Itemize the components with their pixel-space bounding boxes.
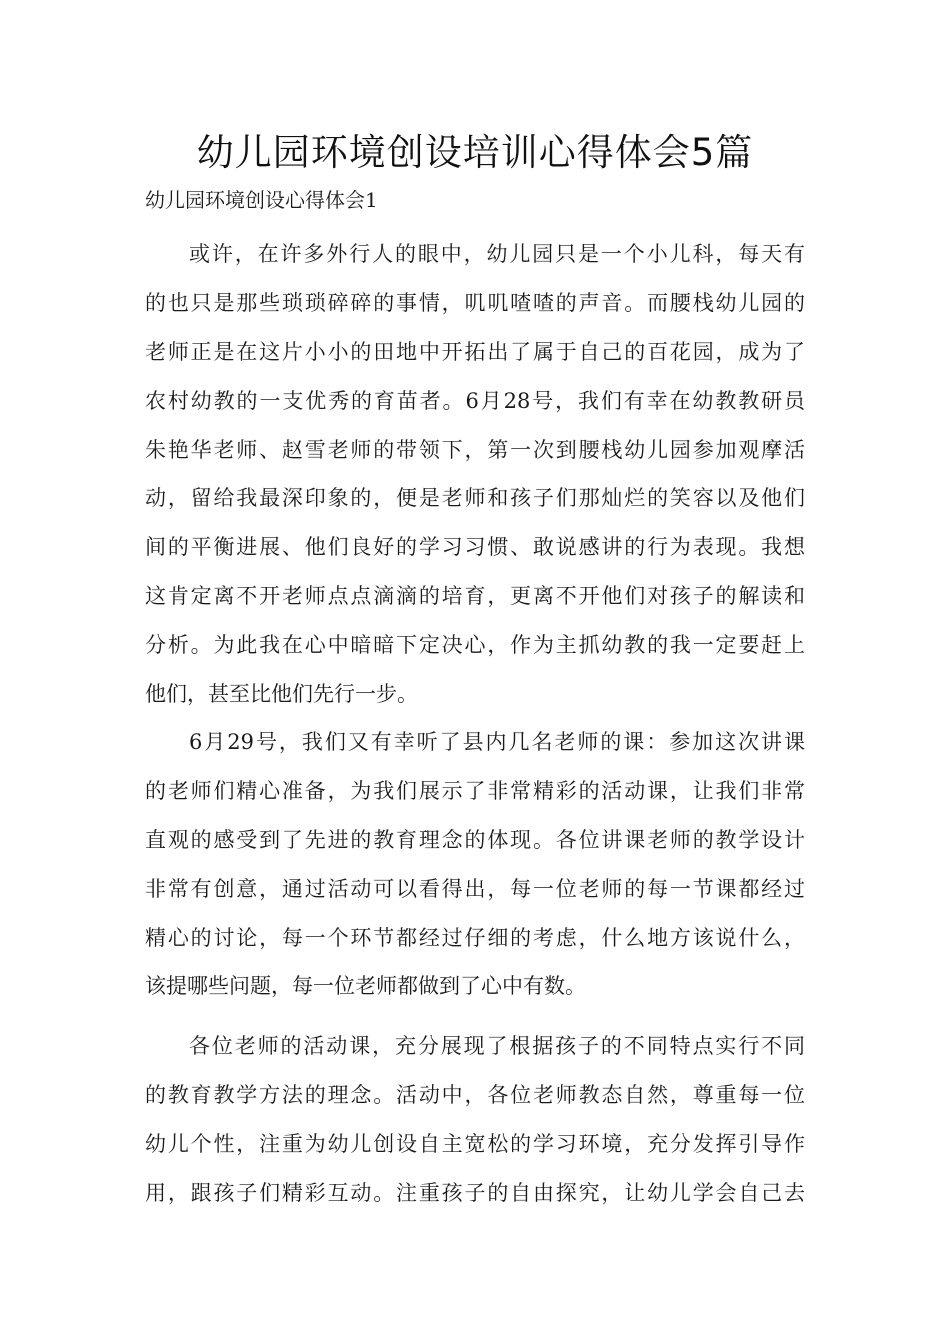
paragraph-line: 这肯定离不开老师点点滴滴的培育，更离不开他们对孩子的解读和 [145,584,805,609]
paragraph-line: 朱艳华老师、赵雪老师的带领下，第一次到腰栈幼儿园参加观摩活 [145,437,805,462]
paragraph-2 [145,718,805,1011]
paragraph-line: 用，跟孩子们精彩互动。注重孩子的自由探究，让幼儿学会自己去 [145,1180,805,1205]
paragraph-line: 该提哪些问题，每一位老师都做到了心中有数。 [145,974,586,999]
paragraph-line: 老师正是在这片小小的田地中开拓出了属于自己的百花园，成为了 [145,339,805,364]
paragraph-line: 6月29号，我们又有幸听了县内几名老师的课：参加这次讲课 [189,730,805,754]
paragraph-line: 他们，甚至比他们先行一步。 [145,682,418,707]
paragraph-line: 各位老师的活动课，充分展现了根据孩子的不同特点实行不同 [189,1034,805,1058]
paragraph-line: 幼儿个性，注重为幼儿创设自主宽松的学习环境，充分发挥引导作 [145,1131,805,1156]
paragraph-line: 的也只是那些琐琐碎碎的事情，叽叽喳喳的声音。而腰栈幼儿园的 [145,290,805,315]
paragraph-line: 的教育教学方法的理念。活动中，各位老师教态自然，尊重每一位 [145,1082,805,1107]
paragraph-line: 动，留给我最深印象的，便是老师和孩子们那灿烂的笑容以及他们 [145,486,805,511]
paragraph-line: 分析。为此我在心中暗暗下定决心，作为主抓幼教的我一定要赶上 [145,633,805,658]
paragraph-line: 或许，在许多外行人的眼中，幼儿园只是一个小儿科，每天有 [189,242,805,266]
paragraph-line: 直观的感受到了先进的教育理念的体现。各位讲课老师的教学设计 [145,827,805,852]
paragraph-line: 的老师们精心准备，为我们展示了非常精彩的活动课，让我们非常 [145,778,805,803]
paragraph-3 [145,1022,805,1218]
paragraph-line: 精心的讨论，每一个环节都经过仔细的考虑，什么地方该说什么， [145,925,805,950]
section-heading: 幼儿园环境创设心得体会1 [145,188,378,212]
document-title: 幼儿园环境创设培训心得体会5篇 [196,131,754,174]
paragraph-line: 间的平衡进展、他们良好的学习习惯、敢说感讲的行为表现。我想 [145,535,805,560]
paragraph-line: 非常有创意，通过活动可以看得出，每一位老师的每一节课都经过 [145,876,805,901]
paragraph-1 [145,230,805,719]
paragraph-line: 农村幼教的一支优秀的育苗者。6月28号，我们有幸在幼教教研员 [145,388,805,413]
